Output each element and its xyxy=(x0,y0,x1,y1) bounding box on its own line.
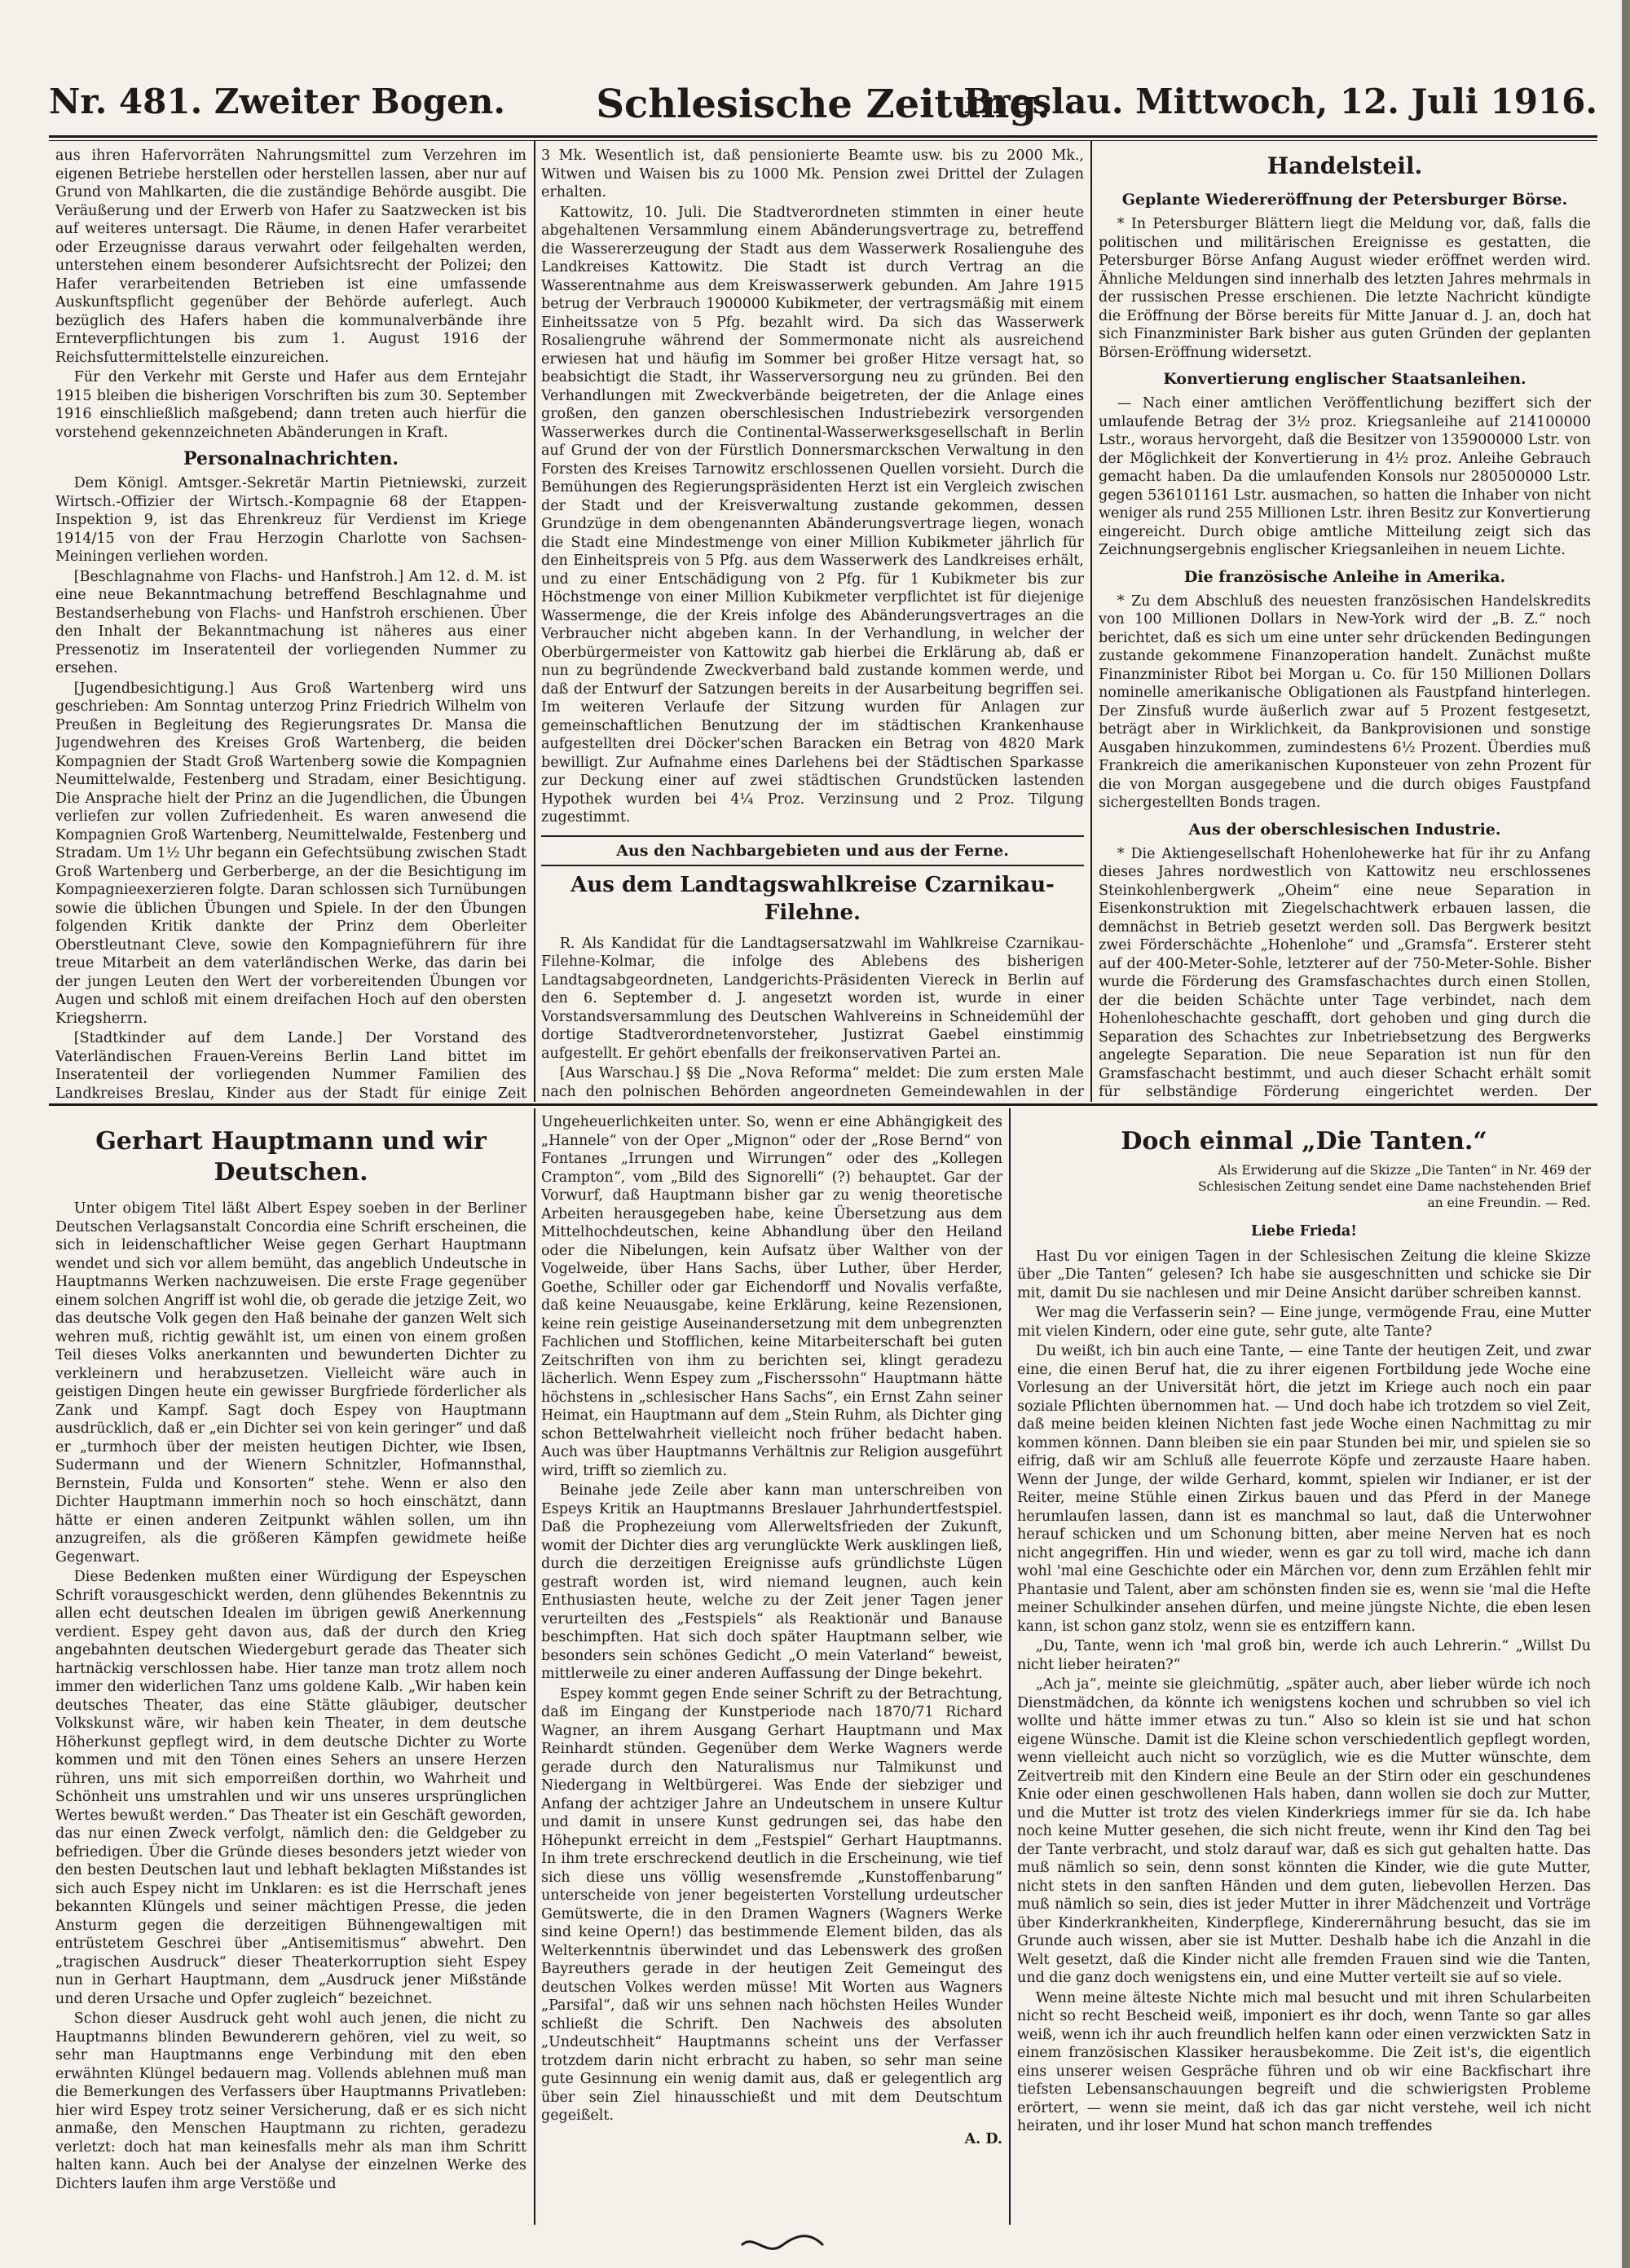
section-heading: Handelsteil. xyxy=(1267,152,1423,179)
article-heading: Geplante Wiedereröffnung der Petersburger Börse. xyxy=(1121,191,1568,209)
article-text: Ungeheuerlichkeiten unter. So, wenn er eine Abhängigkeit des „Hannele“ von der Oper „Mignon“ oder der „Rose Bernd“ von Fontanes „Irrungen und Wirrungen“ oder des „Kollegen Crampton“, vom „Bild des Signorelli“ (?) behauptet. Gar der Vorwurf, daß Hauptmann bisher gar zu wenig theoretische Arbeiten herausgegeben habe, keine Übersetzung aus dem Mittelhochdeutschen, keine Abhandlung über den Heiland oder die Nibelungen, kein Aufsatz über Walther von der Vogelweide, über Hans Sachs, über Luther, über Herder, Goethe, Schiller oder gar Eichendorff und Novalis verfaßte, daß keine Neuausgabe, keine Erklärung, keine Rezensionen, keine rein geistige Auseinandersetzung mit dem unbegrenzten Fachlichen und Stofflichen, keine Mitarbeiterschaft bei guten Zeitschriften von ihm zu berichten sei, klingt geradezu lächerlich. Wenn Espey zum „Fischerssohn“ Hauptmann hätte höchstens in „schlesischer Hans Sachs“, ein Ernst Zahn seiner Heimat, ein Hauptmann auf dem „Stein Ruhm, als Dichter ging schon Bettelwahrheit vielleicht noch früher bedacht haben. Auch was über Hauptmanns Verhältnis zur Religion ausgeführt wird, trifft so ziemlich zu. xyxy=(541,1114,1002,1479)
column-rule xyxy=(1009,1108,1011,2225)
article-text: [Jugendbesichtigung.] Aus Groß Wartenberg wird uns geschrieben: Am Sonntag unterzog Prinz Friedrich Wilhelm von Preußen in Begleitung des Regierungsrates Dr. Mansa die Jugendwehren des Kreises Groß Wartenberg, die beiden Kompagnien der Stadt Groß Wartenberg sowie die Kompagnien Neumittelwalde, Festenberg und Stradam, einer Besichtigung. Die Ansprache hielt der Prinz an die Jugendlichen, die Übungen verliefen zur vollen Zufriedenheit. Es waren anwesend die Kompagnien Groß Wartenberg, Neumittelwalde, Festenberg und Stradam. Um 1½ Uhr begann ein Gefechtsübung zwischen Stadt Groß Wartenberg und Gerberberge, an der die Besichtigung im Kompagnieexerzieren folgte. Daran schlossen sich Turnübungen sowie die üblichen Übungen und Spiele. In der den Übungen folgenden Kritik dankte der Prinz dem Oberleiter Oberstleutnant Cleve, sowie den Kompagnieführern für ihre treue Mitarbeit an dem vaterländischen Werke, das darin bei der jungen Leuten den Wert der vorbereitenden Übungen vor Augen und schloß mit einem dreifachen Hoch auf den obersten Kriegsherrn. xyxy=(55,680,526,1027)
masthead-rule-top xyxy=(49,135,1597,138)
article-text: [Stadtkinder auf dem Lande.] Der Vorstand des Vaterländischen Frauen-Vereins Berlin Land bittet im Inseratenteil der vorliegenden Nummer Familien des Landkreises Breslau, Kinder aus der Stadt für einige Zeit xyxy=(55,1030,526,1100)
article-heading: Die französische Anleihe in Amerika. xyxy=(1183,567,1506,586)
section-heading: Aus den Nachbargebieten und aus der Ferne. xyxy=(541,835,1084,866)
column-rule xyxy=(534,140,535,1102)
article-text: * Zu dem Abschluß des neuesten französischen Handelskredits von 100 Millionen Dollars in New-York wird der „B. Z.“ noch berichtet, daß es sich um eine unter sehr drückenden Bedingungen zustande gekommene Finanzoperation handelt. Zunächst mußte Finanzminister Ribot bei Morgan u. Co. für 150 Millionen Dollars nominelle amerikanische Obligationen als Faustpfand hinterlegen. Der Zinsfuß wurde äußerlich zwar auf 5 Prozent festgesetzt, beträgt aber in Wirklichkeit, da Bankprovisionen und sonstige Ausgaben hinzukommen, zumindestens 6½ Prozent. Überdies muß Frankreich die amerikanischen Kuponsteuer von zehn Prozent für die von Morgan ausgegebene und die durch obiges Faustpfand sichergestellten Bonds tragen. xyxy=(1099,592,1591,811)
article-text: Diese Bedenken mußten einer Würdigung der Espeyschen Schrift vorausgeschickt werden, denn glühendes Bekenntnis zu allen echt deutschen Idealen im übrigen gewiß Anerkennung verdient. Espey geht davon aus, daß der durch den Krieg angebahnten deutschen Wiedergeburt gerade das Theater sich hartnäckig verschlossen habe. Hier tanze man trotz allem noch immer den widerlichen Tanz ums goldene Kalb. „Wir haben kein deutsches Theater, das eine Stätte gläubiger, deutscher Volkskunst wäre, wir haben kein Theater, in dem deutsche Höherkunst gepflegt wird, in dem deutsche Dichter zu Worte kommen und mit den Tönen eines Sehers an unsere Herzen rühren, uns mit sich emporreißen dorthin, wo Wahrheit und Schönheit uns umstrahlen und wir uns unseres ursprünglichen Wertes bewußt werden.“ Das Theater ist ein Geschäft geworden, das nur einen Zweck verfolgt, nämlich den: die Geldgeber zu befriedigen. Über die Gründe dieses besonders jetzt wieder von den besten Deutschen laut und lebhaft beklagten Mißstandes ist sich auch Espey nicht im Unklaren: es ist die Herrschaft jenes bekannten Klüngels und seiner mächtigen Presse, die jeden Ansturm gegen die derzeitigen Bühnengewaltigen mit entrüstetem Geschrei über „Antisemitismus“ abwehrt. Den „tragischen Ausdruck“ dieser Theaterkorruption sieht Espey nun in Gerhart Hauptmann, dem „Ausdruck jener Mißstände und deren Ursache und Opfer zugleich“ bezeichnet. xyxy=(55,1569,526,2007)
article-heading: Gerhart Hauptmann und wir Deutschen. xyxy=(95,1127,487,1187)
article-text: „Du, Tante, wenn ich 'mal groß bin, werde ich auch Lehrerin.“ „Willst Du nicht lieber heiraten?“ xyxy=(1017,1638,1591,1673)
editor-note: Als Erwiderung auf die Skizze „Die Tanten“ in Nr. 469 der Schlesischen Zeitung sendet eine Dame nachstehenden Brief an eine Freundin. — Red. xyxy=(1197,1163,1591,1210)
article-text: Du weißt, ich bin auch eine Tante, — eine Tante der heutigen Zeit, und zwar eine, die einen Beruf hat, die zu ihrer eigenen Fortbildung jede Woche eine Vorlesung an der Universität hört, die jetzt im Kriege auch noch ein paar soziale Pflichten übernommen hat. — Und doch habe ich trotzdem so viel Zeit, daß meine beiden kleinen Nichten fast jede Woche einen Nachmittag zu mir kommen können. Dann bleiben sie ein paar Stunden bei mir, und spielen sie so eifrig, daß wir am Schluß alle feuerrote Köpfe und zerzauste Haare haben. Wenn der Junge, der wilde Gerhard, kommt, spielen wir Indianer, er ist der Reiter, meine Stühle einen Zirkus bauen und das Pferd in der Manege herumlaufen lassen, dann ist es manchmal so laut, daß die Unterwohner herauf schicken und um Schonung bitten, aber meine Nerven hat es noch nicht angegriffen. Hin und wieder, wenn es gar zu toll wird, mache ich dann wohl 'mal eine Geschichte oder ein Märchen vor, denn zum Erzählen fehlt mir Phantasie und Talent, aber am schönsten finden sie es, wenn sie 'mal die Hefte meiner Schulkinder ansehen dürfen, und meine jüngste Nichte, die eben lesen kann, ist schon ganz stolz, wenn sie es entziffern kann. xyxy=(1017,1343,1591,1635)
article-text: Für den Verkehr mit Gerste und Hafer aus dem Erntejahr 1915 bleiben die bisherigen Vorschriften bis zum 30. September 1916 einschließlich maßgebend; dann treten auch hierfür die vorstehend gekennzeichneten Abänderungen in Kraft. xyxy=(55,369,526,441)
article-text: Kattowitz, 10. Juli. Die Stadtverordneten stimmten in einer heute abgehaltenen Versammlung einem Abänderungsvertrage zu, betreffend die Wassererzeugung der Stadt aus dem Wasserwerk Rosalienguhe des Landkreises Kattowitz. Die Stadt ist durch Vertrag an die Wasserentnahme aus dem Kreiswasserwerk gebunden. Am Jahre 1915 betrug der Verbrauch 1900000 Kubikmeter, der vertragsmäßig mit einem Einheitssatze von 5 Pfg. bezahlt wird. Da sich das Wasserwerk Rosaliengruhe während der Sommermonate nicht als ausreichend erwiesen hat und häufig im Sommer bei großer Hitze versagt hat, so beabsichtigt die Stadt, ihr Wasserversorgung neu zu gründen. Bei den Verhandlungen mit Zweckverbände beigetreten, der die Anlage eines großen, den ganzen oberschlesischen Industriebezirk versorgenden Wasserwerkes durch die Continental-Wasserwerksgesellschaft in Berlin auf Grund der von der Fürstlich Donnersmarckschen Verwaltung in den Forsten des Kreises Tarnowitz erschlossenen Quellen vorsieht. Durch die Bemühungen des Regierungspräsidenten Herzt ist ein Vergleich zwischen der Stadt und der Kreisverwaltung zustande gekommen, dessen Grundzüge in dem obengenannten Abänderungsvertrage liegen, wonach die Stadt eine Mindestmenge von einer Million Kubikmeter jährlich für den Einheitspreis von 5 Pfg. aus dem Wasserwerk des Landkreises erhält, und zu einer Entschädigung von 2 Pfg. für 1 Kubikmeter bis zur Höchstmenge von einer Million Kubikmeter verpflichtet ist für diejenige Wassermenge, die der Kreis infolge des Abänderungsvertrages an die Verbraucher nicht abgeben kann. In der Verhandlung, in welcher der Oberbürgermeister von Kattowitz gab hierbei die Erklärung ab, daß er nun zu begründende Zweckverband bald zustande kommen werde, und daß der Entwurf der Satzungen bereits in der Ausarbeitung begriffen sei. Im weiteren Verlaufe der Sitzung wurden für Anlagen zur gemeinschaftlichen Benutzung der im städtischen Krankenhause aufgestellten drei Döcker'schen Baracken ein Betrag von 4820 Mark bewilligt. Zur Aufnahme eines Darlehens bei der Städtischen Sparkasse zur Deckung einer auf zwei städtischen Grundstücken lastenden Hypothek wurden bei 4¼ Proz. Verzinsung und 2 Proz. Tilgung zugestimmt. xyxy=(541,204,1084,826)
article-text: Hast Du vor einigen Tagen in der Schlesischen Zeitung die kleine Skizze über „Die Tanten“ gelesen? Ich habe sie ausgeschnitten und schicke sie Dir mit, damit Du sie nachlesen und mir Deine Ansicht darüber schreiben kannst. xyxy=(1017,1248,1591,1301)
article-text: [Beschlagnahme von Flachs- und Hanfstroh.] Am 12. d. M. ist eine neue Bekanntmachung betreffend Beschlagnahme und Bestandserhebung von Flachs- und Hanfstroh erschienen. Über den Inhalt der Bekanntmachung ist näheres aus einer Pressenotiz im Inseratenteil der vorliegenden Nummer zu ersehen. xyxy=(55,568,526,676)
issue-number: Nr. 481. Zweiter Bogen. xyxy=(49,81,505,121)
feuilleton-continuation xyxy=(541,1113,1002,2226)
article-text: [Aus Warschau.] §§ Die „Nova Reforma“ meldet: Die zum ersten Male nach den polnischen Behörden angeordneten Gemeindewahlen in der xyxy=(541,1065,1084,1100)
article-text: Unter obigem Titel läßt Albert Espey soeben in der Berliner Deutschen Verlagsanstalt Concordia eine Schrift erscheinen, die sich in leidenschaftlicher Weise gegen Gerhart Hauptmann wendet und sich vor allem bemüht, das angeblich Undeutsche in Hauptmanns Werken nachzuweisen. Die erste Frage gegenüber einem solchen Angriff ist wohl die, ob gerade die jetzige Zeit, wo das deutsche Volk gegen den Haß beinahe der ganzen Welt sich wehren muß, richtig gewählt ist, um einen von einem großen Teil dieses Volks anerkannten und bewunderten Dichter zu verkleinern und herabzusetzen. Vielleicht wäre auch in geistigen Dingen heute ein gewisser Burgfriede förderlicher als Zank und Kampf. Sagt doch Espey von Hauptmann ausdrücklich, daß er „ein Dichter sei von kein geringer“ und daß er „turmhoch über der meisten heutigen Dichter, wie Ibsen, Sudermann und der Wienern Schnitzler, Hofmannsthal, Bernstein, Fulda und Konsorten“ stehe. Wenn er also den Dichter Hauptmann immerhin noch so hoch einschätzt, dann hätte er einen anderen Zeitpunkt wählen sollen, um ihn anzugreifen, als die größeren Kämpfen gewidmete heiße Gegenwart. xyxy=(55,1200,526,1566)
article-text: Espey kommt gegen Ende seiner Schrift zu der Betrachtung, daß im Eingang der Kunstperiode nach 1870/71 Richard Wagner, an ihrem Ausgang Gerhart Hauptmann und Max Reinhardt stünden. Gegenüber dem Werke Wagners werde gerade durch den Naturalismus nur Talmikunst und Niedergang in Weltbürgerei. Was Ende der siebziger und Anfang der achtziger Jahre an Undeutschem in unsere Kultur und damit in unsere Kunst gedrungen sei, das habe den Höhepunkt erreicht in dem „Festspiel“ Gerhart Hauptmanns. In ihm trete erschreckend deutlich in die Erscheinung, wie tief sich diese uns völlig wesensfremde „Kunstoffenbarung“ unterscheide von jener begeisterten Vorstellung urdeutscher Gemütswerte, die in den Dramen Wagners (Wagners Werke sind keine Opern!) das bestimmende Element bilden, das als Welterkenntnis überwindet und das Lebenswerk des großen Bayreuthers gerade in der heutigen Zeit Gemeingut des deutschen Volkes werden müsse! Mit Worten aus Wagners „Parsifal“, daß wir uns sehnen nach höchsten Heiles Wunder schließt die Schrift. Den Nachweis des absoluten „Undeutschheit“ Hauptmanns scheint uns der Verfasser trotzdem darin nicht erbracht zu haben, so sehr man seine gute Gesinnung ein wenig damit aus, daß er gelegentlich arg über sein Ziel hinausschießt und mit dem Deutschtum gegeißelt. xyxy=(541,1685,1002,2124)
article-text: — Nach einer amtlichen Veröffentlichung beziffert sich der umlaufende Betrag der 3½ proz. Kriegsanleihe auf 214100000 Lstr., woraus hervorgeht, daß die Besitzer von 135900000 Lstr. von der Möglichkeit der Konvertierung in 4½ proz. Anleihe Gebrauch gemacht haben. Da die umlaufenden Konsols nur 280500000 Lstr. gegen 536101161 Lstr. ausmachen, so hatten die Inhaber von nicht weniger als rund 255 Millionen Lstr. ihren Besitz zur Konvertierung eingereicht. Durch obige amtliche Mitteilung zeigt sich das Zeichnungsergebnis englischer Kriegsanleihen in neuem Lichte. xyxy=(1099,395,1591,558)
article-text: 3 Mk. Wesentlich ist, daß pensionierte Beamte usw. bis zu 2000 Mk., Witwen und Waisen bis zu 1000 Mk. Pension zwei Drittel der Zulagen erhalten. xyxy=(541,148,1084,200)
article-text: R. Als Kandidat für die Landtagsersatzwahl im Wahlkreise Czarnikau-Filehne-Kolmar, die infolge des Ablebens des bisherigen Landtagsabgeordneten, Landgerichts-Präsidenten Viereck in Berlin auf den 6. September d. J. angesetzt worden ist, wurde in einer Vorstandsversammlung des Deutschen Wahlvereins in Schneidemühl der dortige Stadtverordnetenvorsteher, Justizrat Gaebel einstimmig aufgestellt. Er gehört ebenfalls der freikonservativen Partei an. xyxy=(541,935,1084,1062)
article-text: Dem Königl. Amtsger.-Sekretär Martin Pietniewski, zurzeit Wirtsch.-Offizier der Wirtsch.-Kompagnie 68 der Etappen-Inspektion 9, ist das Ehrenkreuz für Verdienst im Kriege 1914/15 von der Frau Herzogin Charlotte von Sachsen-Meiningen verliehen worden. xyxy=(55,475,526,565)
feuilleton-hauptmann xyxy=(55,1113,526,2226)
article-heading: Aus dem Landtagswahlkreise Czarnikau-Filehne. xyxy=(570,872,1055,925)
article-heading: Aus der oberschlesischen Industrie. xyxy=(1188,820,1501,839)
article-text: Wenn meine älteste Nichte mich mal besucht und mit ihren Schularbeiten nicht so recht Bescheid weiß, imponiert es ihr doch, wenn Tante so gar alles weiß, wenn ich ihr auch freundlich helfen kann oder einen verzwickten Satz in einem französischen Klassiker herausbekomme. Die Zeit ist's, die eigentlich eins unserer weisen Gespräche führen und ob wir eine Backfischart ihre tiefsten Lebensanschauungen begreift und die schwierigsten Probleme erörtert, — wenn sie meint, daß ich das gar nicht verstehe, weil ich nicht heiraten, und ihr loser Mund hat schon manch treffendes xyxy=(1017,1989,1591,2134)
dateline: Breslau. Mittwoch, 12. Juli 1916. xyxy=(963,81,1597,121)
article-text: Wer mag die Verfasserin sein? — Eine junge, vermögende Frau, eine Mutter mit vielen Kindern, oder eine gute, sehr gute, alte Tante? xyxy=(1017,1305,1591,1340)
column-rule xyxy=(534,1108,535,2225)
column-rule xyxy=(1090,140,1092,1102)
article-heading: Konvertierung englischer Staatsanleihen. xyxy=(1163,370,1526,388)
column-middle xyxy=(541,147,1084,1100)
masthead xyxy=(49,81,1597,139)
column-left xyxy=(55,147,526,1100)
article-heading: Doch einmal „Die Tanten.“ xyxy=(1121,1127,1487,1156)
scan-edge xyxy=(1622,0,1630,2268)
section-heading: Personalnachrichten. xyxy=(183,448,399,469)
feuilleton-tanten xyxy=(1017,1113,1591,2226)
article-text: * In Petersburger Blättern liegt die Meldung vor, daß, falls die politischen und militärischen Ereignisse es gestatten, die Petersburger Börse Anfang August wieder eröffnet werden wird. Ähnliche Meldungen sind innerhalb des letzten Jahres mehrmals in der russischen Presse erschienen. Die letzte Nachricht kündigte die Eröffnung der Börse bereits für Mitte Januar d. J. an, doch hat sich Finanzminister Bark bisher aus guten Gründen der geplanten Börsen-Eröffnung widersetzt. xyxy=(1099,216,1591,361)
column-right xyxy=(1099,147,1591,1100)
article-text: „Ach ja“, meinte sie gleichmütig, „später auch, aber lieber würde ich noch Dienstmädchen, da könnte ich wenigstens kochen und schrubben so viel ich wollte und hätte immer etwas zu tun.“ Also so klein ist sie und hat schon eigene Wünsche. Damit ist die Kleine schon verschiedentlich gepflegt worden, wenn vielleicht auch nicht so vorzüglich, wie es die Mutter wünschte, dem Zeitvertreib mit den Kindern eine Beule an der Stirn oder ein geschundenes Knie oder einen geschwollenen Hals haben, dann wollen sie doch zur Mutter, und die Mutter ist trotz des vielen Kinderkriegs immer für sie da. Ich habe noch keine Mutter gesehen, die sich nicht freute, wenn ihr Kind den Tag bei der Tante verbracht, und stolz darauf war, daß es sich gut gehalten hatte. Das muß nämlich so sein, denn sonst könnten die Kinder, wie die gute Mutter, nicht stets in den sanften Händen und dem guten, liebevollen Herzen. Das muß nämlich so sein, dies ist jeder Mutter in ihrer Mädchenzeit und Vorträge über Kinderkrankheiten, Kinderpflege, Kinderernährung besucht, das sie im Grunde auch wissen, aber sie ist Mutter. Deshalb habe ich die Anzahl in die Welt gesetzt, daß die Kinder nicht alle fremden Frauen sind wie die Tanten, und die ganz doch wenigstens ein, und eine Mutter verteilt sie auf so viele. xyxy=(1017,1676,1591,1986)
newspaper-title: Schlesische Zeitung. xyxy=(596,81,1051,127)
end-flourish-icon xyxy=(738,2229,827,2261)
article-text: Beinahe jede Zeile aber kann man unterschreiben von Espeys Kritik an Hauptmanns Breslauer Jahrhundertfestspiel. Daß die Prophezeiung vom Allerweltsfrieden der Zukunft, womit der Dichter dies arg verunglückte Werk ausklingen ließ, durch die derzeitigen Ereignisse aufs gründlichste Lügen gestraft worden ist, wird niemand leugnen, auch kein Enthusiasten heute, welche zu der Zeit jener Tagen jener verurteilten des „Festspiels“ als Reaktionär und Banause beschimpften. Hat sich doch später Hauptmann selber, wie besonders sein schönes Gedicht „O mein Vaterland“ beweist, mittlerweile zu einer anderen Auffassung der Dinge bekehrt. xyxy=(541,1482,1002,1682)
article-text: * Die Aktiengesellschaft Hohenlohewerke hat für ihr zu Anfang dieses Jahres nordwestlich von Kattowitz neu erschlossenes Steinkohlenbergwerk „Oheim“ eine neue Separation in Eisenkonstruktion mit Ziegelschachtwerk erbauen lassen, die demnächst in Betrieb gesetzt werden soll. Das Bergwerk besitzt zwei Förderschächte „Hohenlohe“ und „Gramsfa“. Ersterer steht auf der 400-Meter-Sohle, letzterer auf der 750-Meter-Sohle. Bisher wurde die Förderung des Gramsfaschachtes durch einen Stollen, der die beiden Schächte unter Tage verbindet, nach dem Hohenloheschachte geschafft, dort gehoben und ging durch die Separation des Schachtes zur Inbetriebsetzung des Bergwerks angelegte Separation. Die neue Separation ist nun für den Gramsfaschacht bestimmt, und auch dieser Schacht erhält somit für selbständige Förderung eingerichtet werden. Der xyxy=(1099,845,1591,1100)
article-text: aus ihren Hafervorräten Nahrungsmittel zum Verzehren im eigenen Betriebe herstellen oder herstellen lassen, aber nur auf Grund von Mahlkarten, die die zuständige Behörde ausgibt. Die Veräußerung und der Erwerb von Hafer zu Saatzwecken ist bis auf weiteres untersagt. Die Räume, in denen Hafer verarbeitet oder Erzeugnisse daraus verwahrt oder feilgehalten werden, unterstehen einem besonderer Aufsichtsrecht der Polizei; den Hafer verarbeitenden Betrieben ist eine umfassende Auskunftspflicht gegenüber der Behörde auferlegt. Auch bezüglich des Hafers haben die kommunalverbände ihre Ernteverpflichtungen bis zum 1. August 1916 der Reichsfuttermittelstelle einzureichen. xyxy=(55,148,526,366)
section-divider xyxy=(49,1103,1597,1106)
salutation: Liebe Frieda! xyxy=(1251,1223,1357,1240)
author-signature: A. D. xyxy=(964,2130,1002,2147)
masthead-rule-bottom xyxy=(49,140,1597,141)
article-text: Schon dieser Ausdruck geht wohl auch jenen, die nicht zu Hauptmanns blinden Bewunderern gehören, viel zu weit, so sehr man Hauptmanns enge Verbindung mit den eben erwähnten Klüngel bedauern mag. Vollends ablehnen muß man die Bemerkungen des Verfassers über Hauptmanns Privatleben: hier wird Espey trotz seiner Versicherung, daß er es sich nicht anmaße, den Menschen Hauptmann zu richten, geradezu verletzt: doch hat man keinesfalls mehr als man ihm Schritt halten kann. Auch bei der Analyse der einzelnen Werke des Dichters laufen ihm arge Verstöße und xyxy=(55,2010,526,2192)
